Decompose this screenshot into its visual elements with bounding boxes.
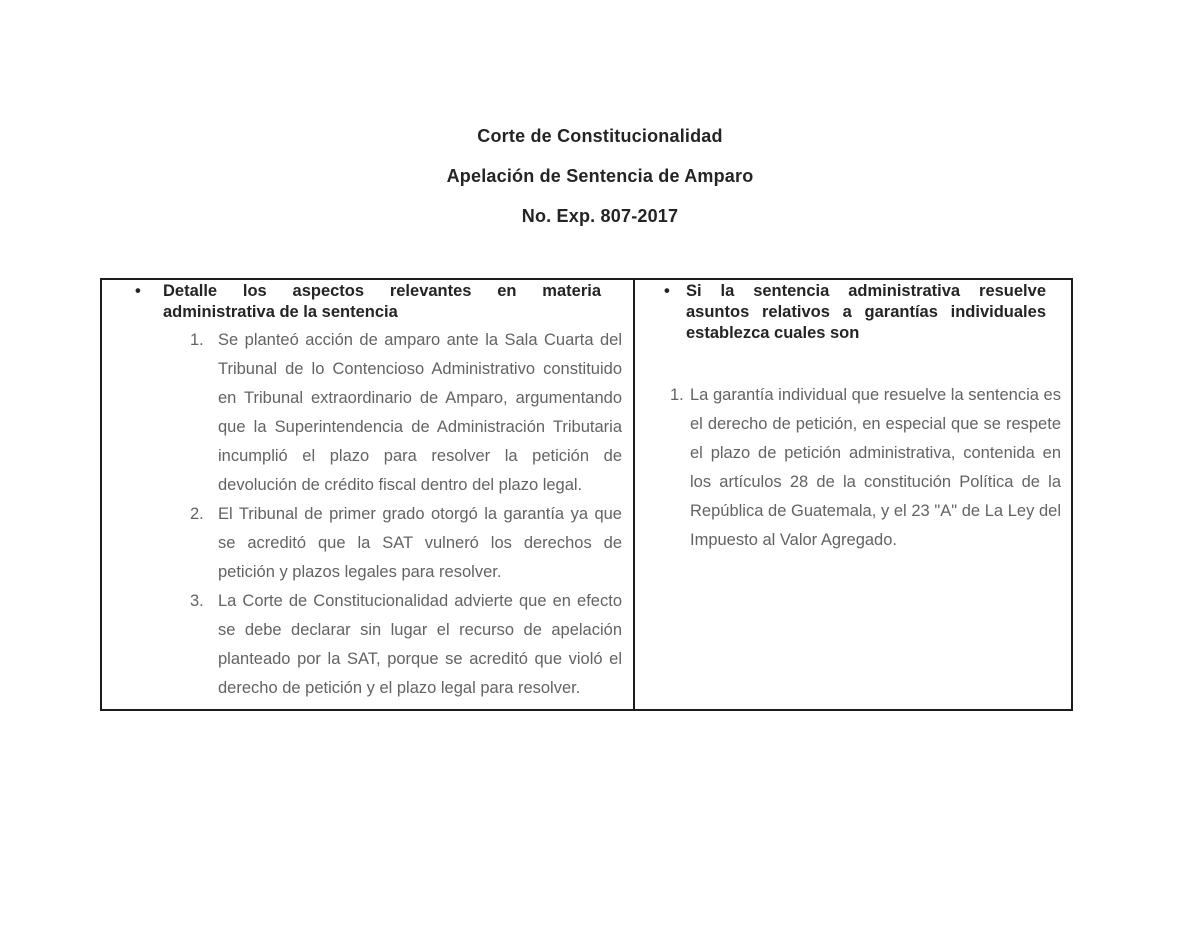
bullet-icon: • <box>135 282 141 300</box>
list-item-number: 3. <box>190 592 204 610</box>
list-item-number: 1. <box>670 386 684 404</box>
list-item-text: El Tribunal de primer grado otorgó la garantía ya que se acreditó que la SAT vulneró los derechos de petición y plazos legales para resolver. <box>218 505 622 581</box>
list-item-text: La Corte de Constitucionalidad advierte que en efecto se debe declarar sin lugar el recurso de apelación planteado por la SAT, porque se acreditó que violó el derecho de petición y el plazo legal para resolver. <box>218 592 622 697</box>
list-item <box>635 381 1071 555</box>
bullet-icon: • <box>664 282 670 300</box>
title-court: Corte de Constitucionalidad <box>477 126 723 146</box>
right-numbered-list <box>635 381 1071 555</box>
list-item <box>102 500 633 587</box>
left-column-header <box>102 281 633 323</box>
table-cell-administrative-aspects <box>102 280 635 709</box>
right-column-header <box>635 281 1071 344</box>
list-item-number: 1. <box>190 331 204 349</box>
document-title-block <box>0 0 1200 227</box>
list-item-text: Se planteó acción de amparo ante la Sala Cuarta del Tribunal de lo Contencioso Administrativo constituido en Tribunal extraordinario de Amparo, argumentando que la Superintendencia de Administración Tributaria incumplió el plazo para resolver la petición de devolución de crédito fiscal dentro del plazo legal. <box>218 331 622 494</box>
right-column-header-text: Si la sentencia administrativa resuelve asuntos relativos a garantías individuales establezca cuales son <box>686 282 1046 342</box>
table-cell-individual-guarantees <box>635 280 1071 709</box>
left-column-header-text: Detalle los aspectos relevantes en materia administrativa de la sentencia <box>163 282 601 321</box>
left-numbered-list <box>102 326 633 703</box>
list-item-text: La garantía individual que resuelve la sentencia es el derecho de petición, en especial que se respete el plazo de petición administrativa, contenida en los artículos 28 de la constitución Política de la República de Guatemala, y el 23 "A" de La Ley del Impuesto al Valor Agregado. <box>690 386 1061 549</box>
title-case-type: Apelación de Sentencia de Amparo <box>446 166 754 186</box>
title-case-number: No. Exp. 807-2017 <box>521 206 679 226</box>
list-item <box>102 326 633 500</box>
comparison-table <box>100 278 1073 711</box>
list-item <box>102 587 633 703</box>
list-item-number: 2. <box>190 505 204 523</box>
